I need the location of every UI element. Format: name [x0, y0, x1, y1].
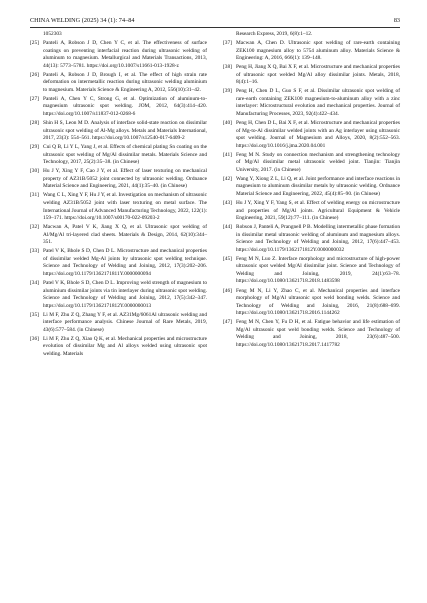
reference-text: Li M F, Zhu Z Q, Zhang Y F, et al. AZ31Mg/6061Al ultrasonic welding and interface performance analysis. Chinese Journal of Rare Metals, 2019, 43(6):577–584. (in Chinese) [43, 311, 207, 333]
reference-number: [34] [30, 279, 39, 286]
left-reference-column [30, 31, 207, 360]
reference-text: Cui Q B, Li Y L, Yang J, et al. Effects of chemical plating Sn coating on the ultrasonic spot welding of Mg/Al dissimilar metals. Materials Science and Technology, 2017, 25(2):35–38. (in Chinese) [43, 144, 207, 166]
reference-text: Hu J Y, Xing Y F, Cao J Y, et al. Effect of laser texturing on mechanical property of AZ31B/5052 joint connected by ultrasonic welding. Ordnance Material Science and Engineering, 2021, 44(1):35–40. (in Chinese) [43, 168, 207, 190]
reference-number: [27] [30, 95, 39, 102]
reference-item [223, 176, 400, 199]
reference-number: [39] [223, 88, 232, 95]
reference-number: [45] [223, 255, 232, 262]
reference-item [223, 88, 400, 118]
header-rule [30, 27, 400, 28]
reference-text: Li M F, Zhu Z Q, Xiao Q K, et al. Mechanical properties and microstructure evolution of dissimilar Mg and Al alloys welded using ultrasonic spot welding. Materials [43, 335, 207, 357]
reference-text: Wang C L, Xing Y F, Hu J Y, et al. Investigation on mechanism of ultrasonic welding AZ31B/5052 joint with laser texturing on metal surface. The International Journal of Advanced Manufacturing Technology, 2022, 122(1): 159–171. https://doi.org/10.1007/s00170-022-09203-2 [43, 192, 207, 222]
reference-number: [33] [30, 248, 39, 255]
reference-item [30, 72, 207, 95]
reference-continuation: Research Express, 2019, 6(8):1–12. [236, 31, 313, 37]
reference-item [30, 168, 207, 191]
reference-text: Macwan A, Patel V K, Jiang X Q, et al. Ultrasonic spot welding of Al/Mg/Al tri-layered clad sheets. Materials & Design, 2014, 62(10):344–351. [43, 224, 207, 246]
reference-number: [41] [223, 151, 232, 158]
reference-item [30, 280, 207, 310]
reference-item [223, 288, 400, 318]
reference-item [30, 96, 207, 119]
reference-text: Patel V K, Bhole S D, Chen D L. Improving weld strength of magnesium to aluminium dissimilar joints via tin interlayer during ultrasonic spot welding. Science and Technology of Welding and Joining, 2012, 17(5):342–347. https://doi.org/10.1179/1362171812Y.0000000013 [43, 279, 207, 309]
reference-number: [31] [30, 192, 39, 199]
reference-text: Feng M N, Li Y, Zhao C, et al. Mechanical properties and interface morphology of Mg/Al ultrasonic spot weld bonding welds. Science and Technology of Welding and Joining, 2016, 21(8):688–699. https://doi.org/10.1080/13621718.2016.1144262 [236, 287, 400, 317]
reference-number: [25] [30, 40, 39, 47]
reference-item [223, 120, 400, 150]
reference-number: [26] [30, 71, 39, 78]
reference-number: [28] [30, 120, 39, 127]
reference-number: [40] [223, 120, 232, 127]
reference-number: [44] [223, 224, 232, 231]
reference-text: Peng H, Chen D L, Bai X F, et al. Microstructure and mechanical properties of Mg-to-Al dissimilar welded joints with an Ag interlayer using ultrasonic spot welding. Journal of Magnesium and Alloys, 2020, 8(2):552–563. https://doi.org/10.1016/j.jma.2020.04.001 [236, 120, 400, 149]
reference-item [30, 312, 207, 335]
reference-item [30, 248, 207, 278]
reference-number: [36] [30, 335, 39, 342]
reference-text: Feng M N, Chen Y, Fu D H, et al. Fatigue behavior and life estimation of Mg/Al ultrasonic spot weld bonding welds. Science and Technology of Welding and Joining, 2018, 23(6):487–500. https://doi.org/10.1080/13621718.2017.1417782 [236, 319, 400, 348]
reference-item [223, 256, 400, 286]
reference-item [30, 336, 207, 359]
reference-continuation: 1052303 [43, 31, 62, 37]
reference-item [30, 192, 207, 222]
reference-number: [37] [223, 40, 232, 47]
reference-item [223, 319, 400, 349]
reference-text: Macwan A, Chen D. Ultrasonic spot welding of rare-earth containing ZEK100 magnesium alloy to 5754 aluminum alloy. Materials Science & Engineering: A, 2016, 666(1): 139–148. [236, 40, 400, 62]
reference-text: Panteli A, Chen Y C, Strong G, et al. Optimization of aluminum-to-magnesium ultrasonic spot welding. JOM, 2012, 64(3):414–420. https://doi.org/10.1007/s11837-012-0268-6 [43, 95, 207, 117]
reference-item [30, 120, 207, 143]
reference-item [223, 224, 400, 254]
reference-text: Peng H, Jiang X Q, Bai X F, et al. Microstructure and mechanical properties of ultrasonic spot welded Mg/Al alloy dissimilar joints. Metals, 2018, 8(4):1–16. [236, 64, 400, 86]
reference-text: Panteli A, Robson J D, Chen Y C, et al. The effectiveness of surface coatings on preventing interfacial reaction during ultrasonic welding of aluminum to magnesium. Metallurgical and Materials Transactions, 2013, 44(13): 5773–5781. https://doi.org/10.1007/s11661-013-1928-z [43, 40, 207, 69]
reference-text: Shin H S, Leon M D. Analysis of interface solid-state reaction on dissimilar ultrasonic spot welding of Al-Mg alloys. Metals and Materials International, 2017, 23(3): 554–561. https://doi.org/10.1007/s12540-017-6409-2 [43, 120, 207, 142]
reference-item [223, 64, 400, 87]
reference-text: Peng H, Chen D L, Guo S F, et al. Dissimilar ultrasonic spot welding of rare-earth containing ZEK100 magnesium-to-aluminum alloy with a zinc interlayer: Microstructural evolution and mechanical properties. Journal of Manufacturing Processes, 2023, 92(4):422–434. [236, 88, 400, 117]
reference-text: Hu J Y, Xing Y F, Yang S, et al. Effect of welding energy on microstructure and properties of Mg/Al joints. Agricultural Equipment & Vehicle Engineering, 2021, 59(12):77–111. (in Chinese) [236, 199, 400, 222]
reference-number: [29] [30, 144, 39, 151]
reference-text: Robson J, Panteli A, Prangnell P B. Modelling intermetallic phase formation in dissimilar metal ultrasonic welding of aluminum and magnesium alloys. Science and Technology of Welding and Joining, 2012, 17(6):447–453. https://doi.org/10.1179/1362171812Y.0000000032 [236, 224, 400, 253]
reference-text: Wang Y, Xiong Z L, Li Q, et al. Joint performance and interface reactions in magnesium to aluminum dissimilar metals by ultrasonic welding. Ordnance Material Science and Engineering, 2022, 45(4):85–90. (in Chinese) [236, 175, 400, 197]
reference-number: [35] [30, 311, 39, 318]
reference-number: [32] [30, 224, 39, 231]
reference-number: [43] [223, 199, 232, 206]
reference-text: Panteli A, Robson J D, Brough I, et al. The effect of high strain rate deformation on intermetallic reaction during ultrasonic welding aluminium to magnesium. Materials Science & Engineering A, 2012, 556(10):31–42. [43, 71, 207, 93]
reference-text: Feng M N. Study on connection mechanism and strengthening technology of Mg/Al dissimilar metal ultrasonic welded joint. Tianjin: Tianjin University, 2017. (in Chinese) [236, 151, 400, 173]
reference-item [30, 40, 207, 70]
reference-number: [38] [223, 64, 232, 71]
reference-number: [47] [223, 319, 232, 326]
reference-item [223, 152, 400, 175]
journal-citation: CHINA WELDING (2025) 34 (1): 74–84 [30, 17, 135, 24]
reference-text: Feng M N, Luo Z. Interface morphology and microstructure of high-power ultrasonic spot welded Mg/Al dissimilar joint. Science and Technology of Welding and Joining, 2019, 24(1):63–78. https://doi.org/10.1080/13621718.2018.1483598 [236, 255, 400, 285]
reference-item [223, 200, 400, 223]
reference-item [223, 40, 400, 63]
reference-item [30, 144, 207, 167]
reference-number: [30] [30, 168, 39, 175]
reference-number: [46] [223, 287, 232, 294]
right-reference-column [223, 31, 400, 351]
page-number: 83 [393, 17, 400, 24]
reference-item [30, 224, 207, 247]
page-header [30, 17, 400, 27]
reference-number: [42] [223, 175, 232, 182]
reference-text: Patel V K, Bhole S D, Chen D L. Microstructure and mechanical properties of dissimilar welded Mg-Al joints by ultrasonic spot welding technique. Science and Technology of Welding and Joining, 2012, 17(3):202–206. https://doi.org/10.1179/1362171811Y.0000000094 [43, 248, 207, 277]
